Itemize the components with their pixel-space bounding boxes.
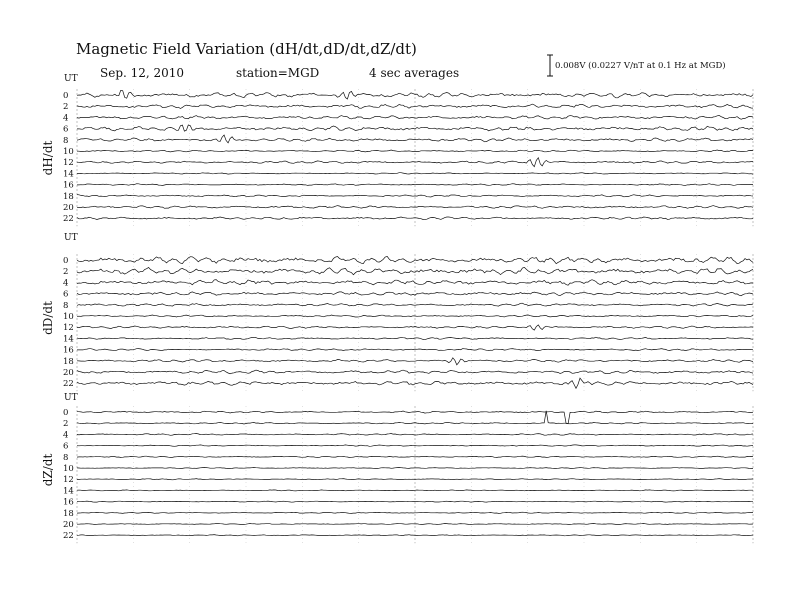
hour-label: 12 [63,158,74,169]
hour-label: 12 [63,323,74,334]
hour-label: 8 [63,452,69,463]
chart-title: Magnetic Field Variation (dH/dt,dD/dt,dZ/dt) [76,40,417,58]
hour-label: 20 [63,203,74,213]
hour-label: 10 [63,464,74,474]
hour-label: 18 [63,356,74,367]
hour-label: 22 [63,379,74,390]
trace-row-4 [77,280,753,286]
hour-label: 14 [63,334,74,345]
hour-label: 18 [63,191,74,202]
hour-label: 16 [63,345,74,356]
ut-label: UT [64,233,78,243]
hour-label: 16 [63,497,74,508]
hour-label: 16 [63,180,74,191]
hour-label: 22 [63,531,74,542]
hour-label: 14 [63,486,74,497]
station-label: station=MGD [236,66,320,80]
hour-label: 6 [63,289,69,300]
panels [41,74,753,543]
hour-label: 0 [63,408,69,418]
hour-label: 6 [63,124,69,135]
hour-label: 2 [63,102,69,113]
trace-row-0 [77,411,753,424]
hour-label: 8 [63,300,69,311]
panel-ylabel: dD/dt [41,301,55,335]
trace-row-20 [77,524,753,525]
averaging-label: 4 sec averages [369,66,460,80]
scale-label: 0.008V (0.0227 V/nT at 0.1 Hz at MGD) [555,61,726,71]
hour-label: 20 [63,368,74,378]
hour-label: 22 [63,214,74,225]
trace-row-6 [77,292,753,296]
scale-bar [547,55,553,76]
hour-label: 14 [63,169,74,180]
panel-dZ-dt [41,393,753,543]
date-label: Sep. 12, 2010 [100,66,185,80]
ut-label: UT [64,74,78,84]
panel-dD-dt [41,233,753,391]
trace-row-2 [77,104,753,108]
trace-row-10 [77,467,753,468]
hour-label: 10 [63,147,74,157]
panel-ylabel: dH/dt [41,140,55,176]
trace-row-8 [77,456,753,457]
hour-label: 4 [63,278,69,289]
panel-dH-dt [41,74,753,226]
hour-label: 2 [63,419,69,430]
hour-label: 10 [63,312,74,322]
ut-label: UT [64,393,78,403]
hour-label: 20 [63,520,74,530]
hour-label: 0 [63,256,69,266]
hour-label: 6 [63,441,69,452]
hour-label: 0 [63,91,69,101]
hour-label: 12 [63,475,74,486]
hour-label: 18 [63,508,74,519]
trace-row-18 [77,512,753,513]
hour-label: 2 [63,267,69,278]
hour-label: 4 [63,113,69,124]
panel-ylabel: dZ/dt [41,453,55,487]
hour-label: 8 [63,135,69,146]
hour-label: 4 [63,430,69,441]
